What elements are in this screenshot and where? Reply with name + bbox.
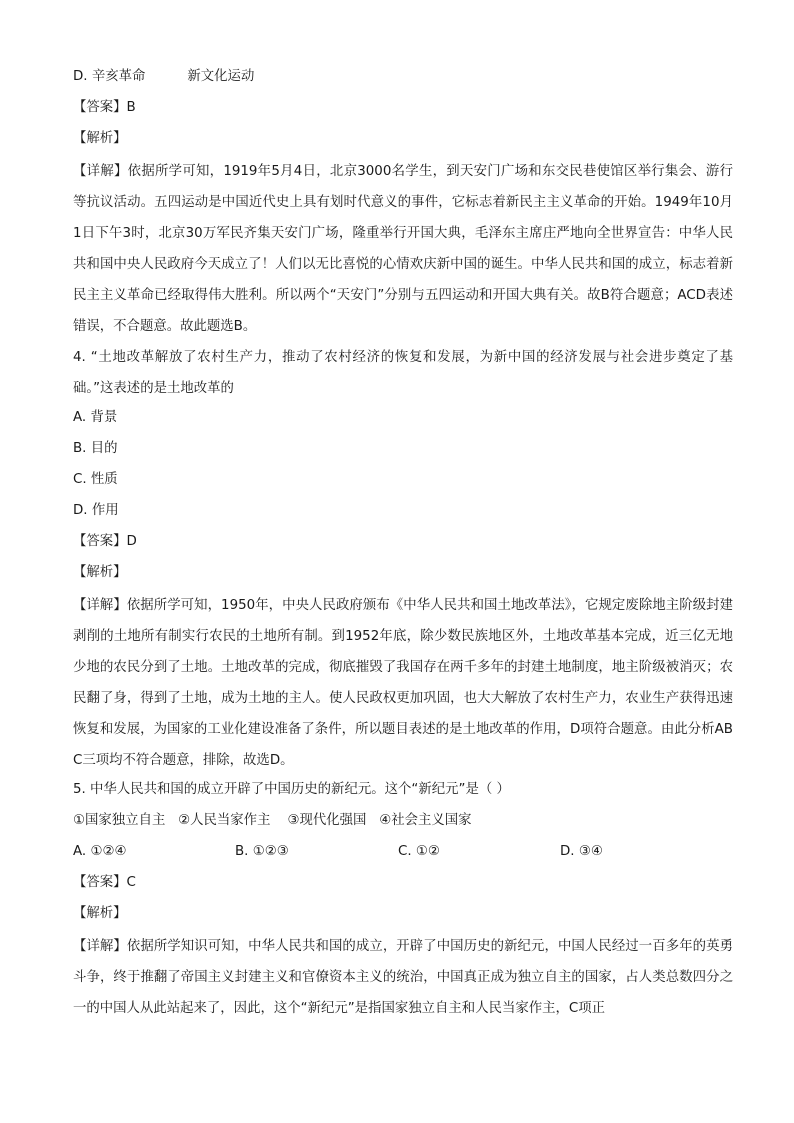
q4-detail: 【详解】依据所学可知，1950年，中央人民政府颁布《中华人民共和国土地改革法》，它规定废除地主阶级封建剥削的土地所有制实行农民的土地所有制。到1952年底，除少数民族地区外，土地改革基本完成，近三亿无地少地的农民分到了土地。土地改革的完成，彻底摧毁了我国存在两千多年的封建土地制度，地主阶级被消灭；农民翻了身，得到了土地，成为土地的主人。使人民政权更加巩固，也大大解放了农村生产力，农业生产获得迅速恢复和发展，为国家的工业化建设准备了条件，所以题目表述的是土地改革的作用，D项符合题意。由此分析ABC三项均不符合题意，排除，故选D。 xyxy=(73,598,733,768)
q5-option-d: D. ③④ xyxy=(560,844,603,859)
q4-option-b: B. 目的 xyxy=(73,441,118,456)
q4-option-a: A. 背景 xyxy=(73,410,118,425)
q4-analysis-heading: 【解析】 xyxy=(73,565,127,580)
q4-option-c: C. 性质 xyxy=(73,472,118,487)
q5-stem: 5. 中华人民共和国的成立开辟了中国历史的新纪元。这个“新纪元”是（ ） xyxy=(73,782,510,797)
q5-option-b: B. ①②③ xyxy=(235,844,289,859)
q4-stem: 4. “土地改革解放了农村生产力，推动了农村经济的恢复和发展，为新中国的经济发展与社会进步奠定了基础。”这表述的是土地改革的 xyxy=(73,350,733,396)
q3-analysis-heading: 【解析】 xyxy=(73,131,127,146)
q3-option-d-second: 新文化运动 xyxy=(187,69,255,84)
q3-answer: 【答案】B xyxy=(73,100,136,115)
q5-option-a: A. ①②④ xyxy=(73,844,127,859)
q3-option-d xyxy=(73,63,733,94)
q4-option-d: D. 作用 xyxy=(73,503,119,518)
q5-answer: 【答案】C xyxy=(73,875,136,890)
q4-answer: 【答案】D xyxy=(73,534,137,549)
q5-items: ①国家独立自主 ②人民当家作主 ③现代化强国 ④社会主义国家 xyxy=(73,813,472,828)
q5-detail: 【详解】依据所学知识可知，中华人民共和国的成立，开辟了中国历史的新纪元，中国人民经过一百多年的英勇斗争，终于推翻了帝国主义封建主义和官僚资本主义的统治，中国真正成为独立自主的国家，占人类总数四分之一的中国人从此站起来了，因此，这个“新纪元”是指国家独立自主和人民当家作主，C项正 xyxy=(73,939,733,1016)
q5-option-c: C. ①② xyxy=(398,844,440,859)
q5-options xyxy=(73,838,733,869)
document-content xyxy=(73,63,733,1024)
q3-detail: 【详解】依据所学可知，1919年5月4日，北京3000名学生，到天安门广场和东交民巷使馆区举行集会、游行等抗议活动。五四运动是中国近代史上具有划时代意义的事件，它标志着新民主主义革命的开始。1949年10月1日下午3时，北京30万军民齐集天安门广场，隆重举行开国大典，毛泽东主席庄严地向全世界宣告：中华人民共和国中央人民政府今天成立了！人们以无比喜悦的心情欢庆新中国的诞生。中华人民共和国的成立，标志着新民主主义革命已经取得伟大胜利。所以两个“天安门”分别与五四运动和开国大典有关。故B符合题意；ACD表述错误，不合题意。故此题选B。 xyxy=(73,164,733,334)
q3-option-d-first: D. 辛亥革命 xyxy=(73,69,146,84)
q5-analysis-heading: 【解析】 xyxy=(73,906,127,921)
